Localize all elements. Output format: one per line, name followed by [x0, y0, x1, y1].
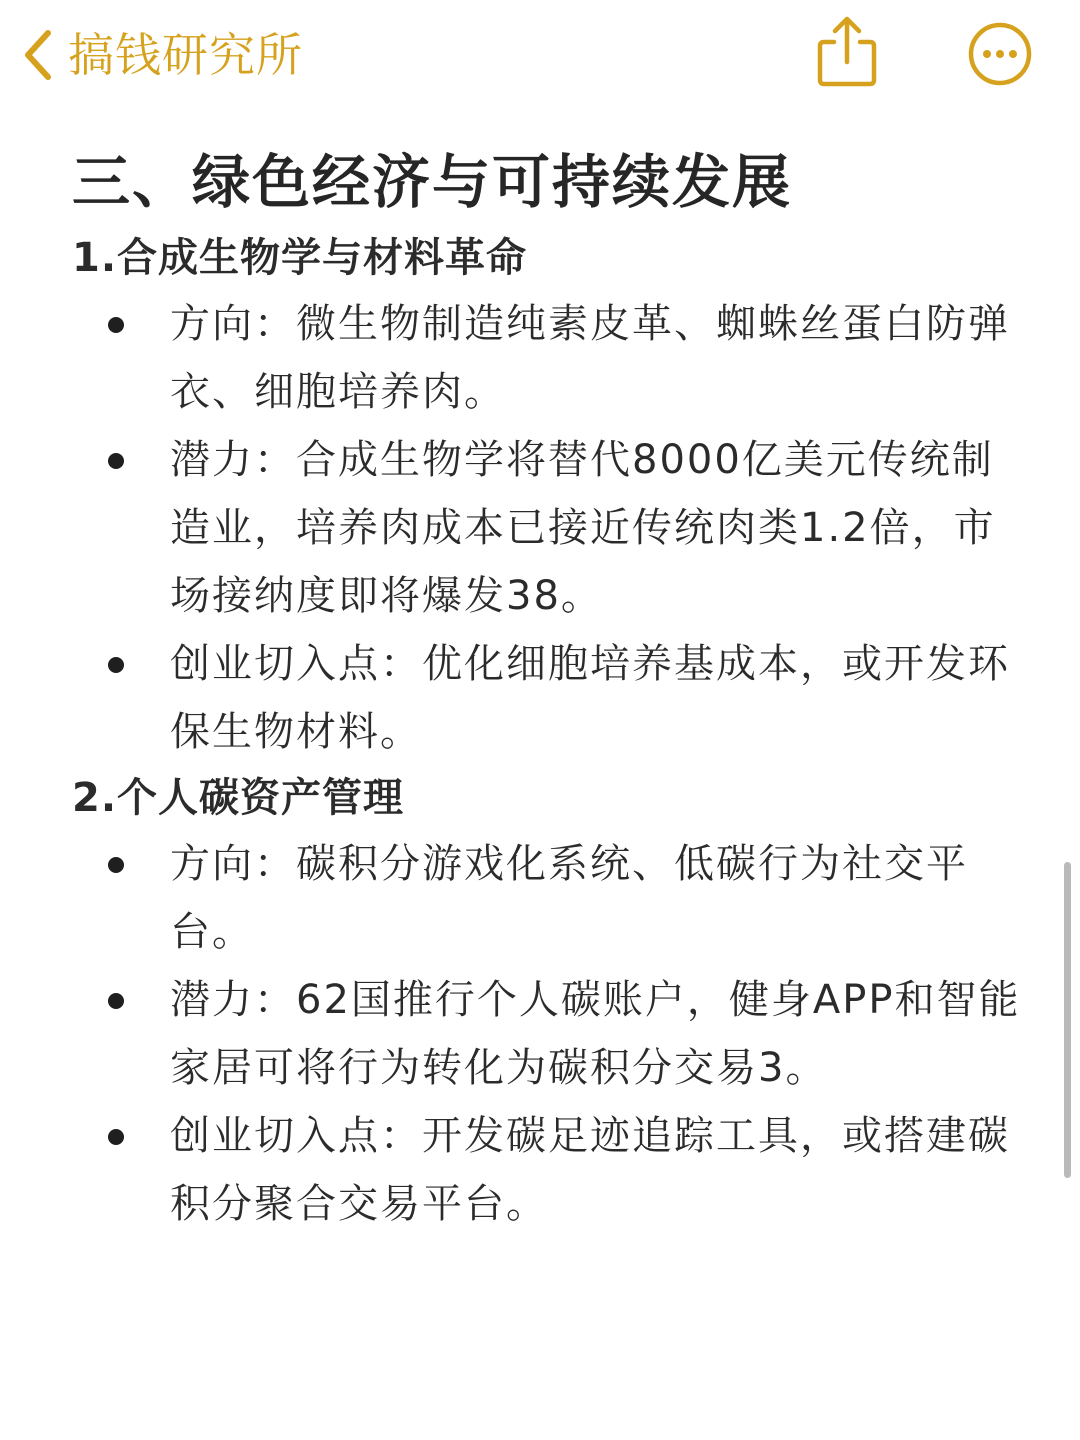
section-heading: 1.合成生物学与材料革命 [72, 235, 528, 281]
bullet-dot [108, 857, 124, 873]
bullet-item [72, 830, 1022, 966]
section-heading: 2.个人碳资产管理 [72, 775, 405, 821]
more-button[interactable] [966, 20, 1034, 88]
share-button[interactable] [812, 14, 882, 94]
bullet-text: 创业切入点：开发碳足迹追踪工具，或搭建碳积分聚合交易平台。 [170, 1113, 1010, 1227]
vertical-scrollbar[interactable] [1064, 862, 1071, 1178]
bullet-list [72, 830, 1022, 1238]
bullet-item [72, 290, 1022, 426]
bullet-list [72, 290, 1022, 766]
bullet-text: 创业切入点：优化细胞培养基成本，或开发环保生物材料。 [170, 641, 1010, 755]
bullet-dot [108, 657, 124, 673]
bullet-item [72, 426, 1022, 630]
note-title: 三、绿色经济与可持续发展 [72, 148, 793, 216]
bullet-text: 方向：微生物制造纯素皮革、蜘蛛丝蛋白防弹衣、细胞培养肉。 [170, 301, 1010, 415]
bullet-item [72, 630, 1022, 766]
bullet-dot [108, 1129, 124, 1145]
bullet-item [72, 966, 1022, 1102]
bullet-dot [108, 453, 124, 469]
share-icon [812, 14, 882, 94]
bullet-text: 潜力：合成生物学将替代8000亿美元传统制造业，培养肉成本已接近传统肉类1.2倍，市场接纳度即将爆发38。 [170, 437, 996, 619]
back-label: 搞钱研究所 [68, 28, 303, 82]
nav-bar [0, 0, 1080, 112]
bullet-text: 潜力：62国推行个人碳账户，健身APP和智能家居可将行为转化为碳积分交易3。 [170, 977, 1021, 1091]
bullet-text: 方向：碳积分游戏化系统、低碳行为社交平台。 [170, 841, 968, 955]
chevron-left-icon [20, 27, 54, 83]
more-icon [966, 20, 1034, 88]
bullet-item [72, 1102, 1022, 1238]
back-button[interactable] [20, 20, 303, 90]
bullet-dot [108, 993, 124, 1009]
note-body[interactable] [72, 138, 1022, 1238]
bullet-dot [108, 317, 124, 333]
